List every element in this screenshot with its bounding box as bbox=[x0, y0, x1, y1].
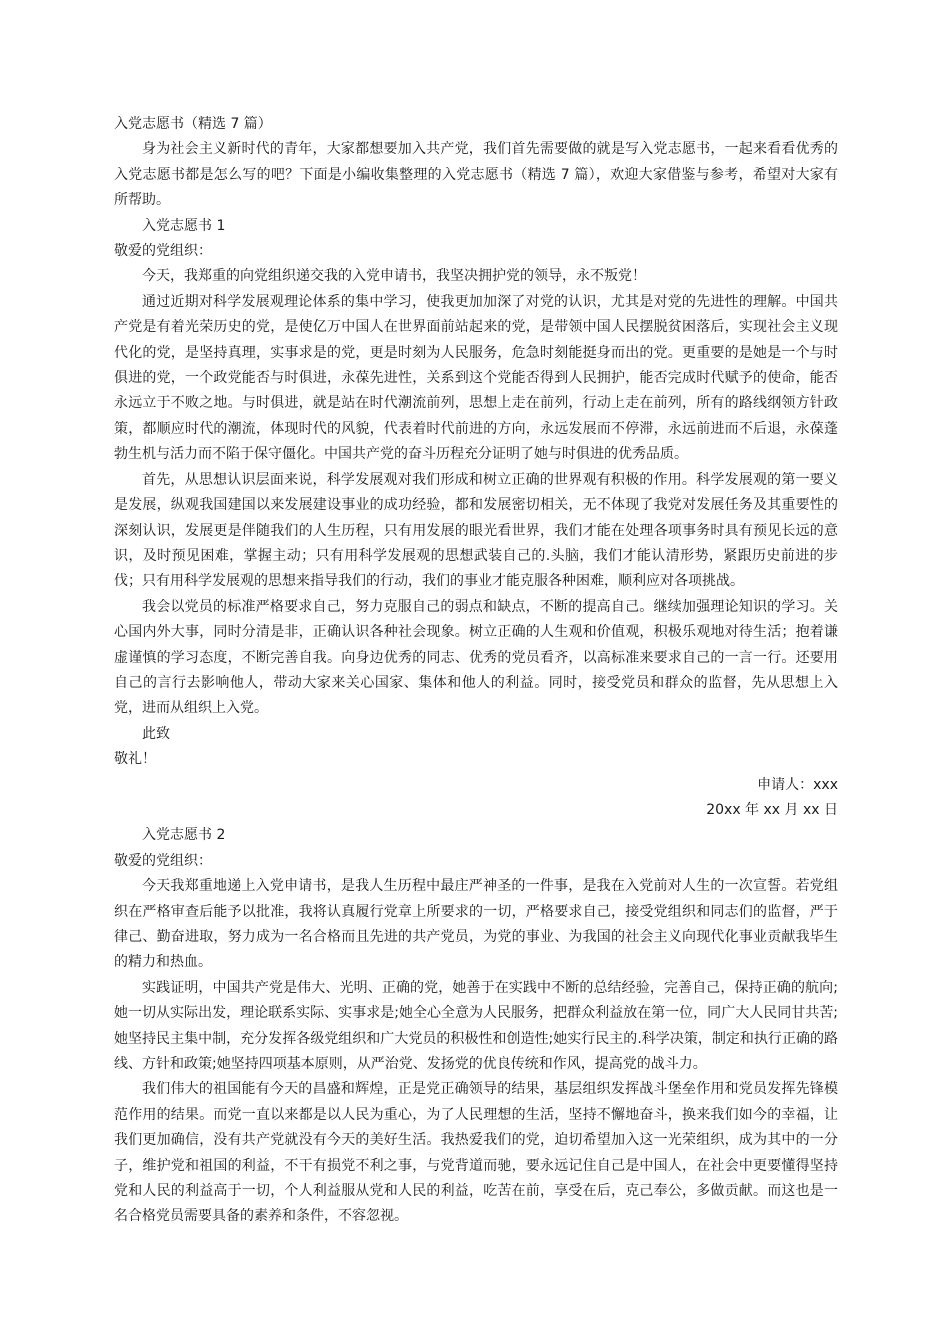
letter1-date: 20xx 年 xx 月 xx 日 bbox=[706, 801, 838, 818]
letter1-applicant: 申请人：xxx bbox=[757, 776, 838, 793]
letter2-paragraph-2: 实践证明，中国共产党是伟大、光明、正确的党，她善于在实践中不断的总结经验，完善自己，保持正确的航向;她一切从实际出发，理论联系实际、实事求是;她全心全意为人民服务，把群众利益放在第一位，同广大人民同甘共苦;她坚持民主集中制，充分发挥各级党组织和广大党员的积极性和创造性;她实行民主的.科学决策，制定和执行正确的路线、方针和政策;她坚持四项基本原则，从严治党、发扬党的优良传统和作风，提高党的战斗力。 bbox=[114, 979, 838, 1073]
letter2-heading: 入党志愿书 2 bbox=[142, 827, 226, 844]
letter2-paragraph-3: 我们伟大的祖国能有今天的昌盛和辉煌，正是党正确领导的结果，基层组织发挥战斗堡垒作用和党员发挥先锋模范作用的结果。而党一直以来都是以人民为重心，为了人民理想的生活，坚持不懈地奋斗，换来我们如今的幸福，让我们更加确信，没有共产党就没有今天的美好生活。我热爱我们的党，迫切希望加入这一光荣组织，成为其中的一分子，维护党和祖国的利益，不干有损党不利之事，与党背道而驰，要永远记住自己是中国人，在社会中更要懂得坚持党和人民的利益高于一切，个人利益服从党和人民的利益，吃苦在前，享受在后，克己奉公，多做贡献。而这也是一名合格党员需要具备的素养和条件，不容忽视。 bbox=[114, 1081, 838, 1225]
letter1-regards: 敬礼！ bbox=[114, 751, 156, 768]
letter1-paragraph-1: 今天，我郑重的向党组织递交我的入党申请书，我坚决拥护党的领导，永不叛党！ bbox=[142, 268, 646, 285]
letter1-heading: 入党志愿书 1 bbox=[142, 217, 226, 234]
letter1-paragraph-4: 我会以党员的标准严格要求自己，努力克服自己的弱点和缺点，不断的提高自己。继续加强理论知识的学习。关心国内外大事，同时分清是非，正确认识各种社会现象。树立正确的人生观和价值观，积极乐观地对待生活；抱着谦虚谨慎的学习态度，不断完善自我。向身边优秀的同志、优秀的党员看齐，以高标准来要求自己的一言一行。还要用自己的言行去影响他人，带动大家来关心国家、集体和他人的利益。同时，接受党员和群众的监督，先从思想上入党，进而从组织上入党。 bbox=[114, 598, 838, 717]
letter1-paragraph-2: 通过近期对科学发展观理论体系的集中学习，使我更加加深了对党的认识，尤其是对党的先进性的理解。中国共产党是有着光荣历史的党，是使亿万中国人在世界面前站起来的党，是带领中国人民摆脱贫困落后，实现社会主义现代化的党，是坚持真理，实事求是的党，更是时刻为人民服务，危急时刻能挺身而出的党。更重要的是她是一个与时俱进的党，一个政党能否与时俱进，永葆先进性，关系到这个党能否得到人民拥护，能否完成时代赋予的使命，能否永远立于不败之地。与时俱进，就是站在时代潮流前列，思想上走在前列，行动上走在前列，所有的路线纲领方针政策，都顺应时代的潮流，体现时代的风貌，代表着时代前进的方向，永远发展而不停滞，永远前进而不后退，永葆蓬勃生机与活力而不陷于保守僵化。中国共产党的奋斗历程充分证明了她与时俱进的优秀品质。 bbox=[114, 293, 838, 463]
letter1-paragraph-3: 首先，从思想认识层面来说，科学发展观对我们形成和树立正确的世界观有积极的作用。科学发展观的第一要义是发展，纵观我国建国以来发展建设事业的成功经验，都和发展密切相关，无不体现了我党对发展任务及其重要性的深刻认识，发展更是伴随我们的人生历程，只有用发展的眼光看世界，我们才能在处理各项事务时具有预见长远的意识，及时预见困难，掌握主动；只有用科学发展观的思想武装自己的.头脑，我们才能认清形势，紧跟历史前进的步伐；只有用科学发展观的思想来指导我们的行动，我们的事业才能克服各种困难，顺利应对各项挑战。 bbox=[114, 471, 838, 590]
document-page bbox=[114, 112, 838, 1230]
letter2-paragraph-1: 今天我郑重地递上入党申请书，是我人生历程中最庄严神圣的一件事，是我在入党前对人生的一次宣誓。若党组织在严格审查后能予以批准，我将认真履行党章上所要求的一切，严格要求自己，接受党组织和同志们的监督，严于律己、勤奋进取，努力成为一名合格而且先进的共产党员，为党的事业、为我国的社会主义向现代化事业贡献我毕生的精力和热血。 bbox=[114, 878, 838, 971]
letter1-salutation: 敬爱的党组织： bbox=[114, 243, 212, 260]
letter2-salutation: 敬爱的党组织： bbox=[114, 852, 212, 869]
letter1-closing: 此致 bbox=[142, 725, 170, 742]
document-title: 入党志愿书（精选 7 篇） bbox=[114, 116, 272, 132]
intro-paragraph: 身为社会主义新时代的青年，大家都想要加入共产党，我们首先需要做的就是写入党志愿书，一起来看看优秀的入党志愿书都是怎么写的吧？下面是小编收集整理的入党志愿书（精选 7 篇），欢迎大家借鉴与参考，希望对大家有所帮助。 bbox=[114, 141, 838, 209]
